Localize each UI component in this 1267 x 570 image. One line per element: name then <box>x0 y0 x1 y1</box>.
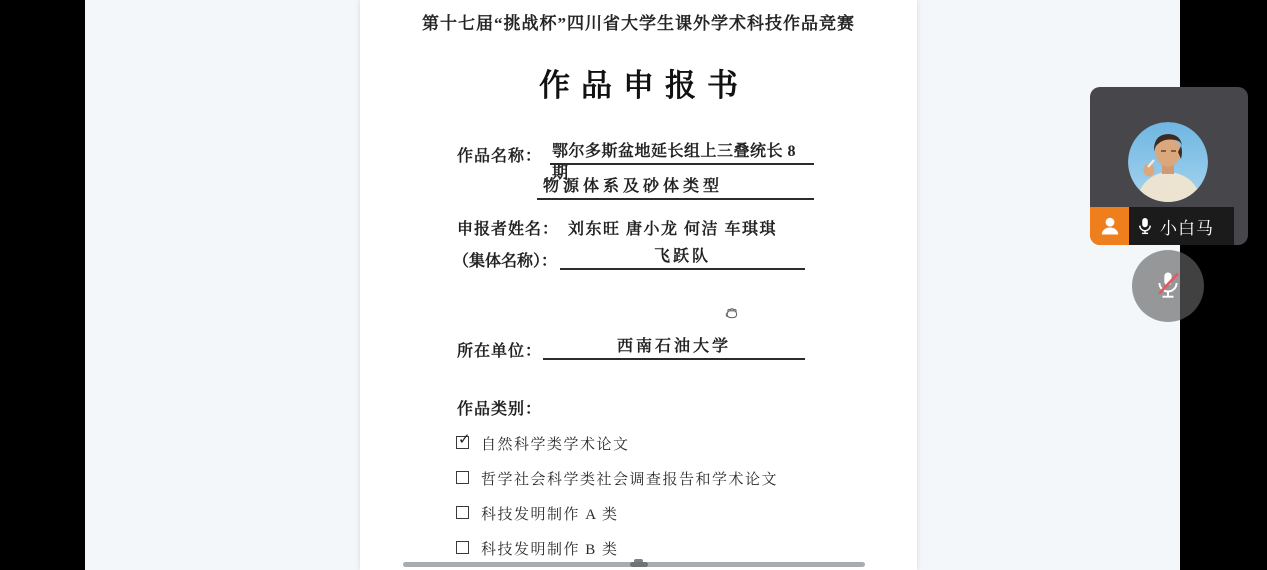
category-section-label: 作品类别： <box>457 401 543 418</box>
participant-video-tile[interactable] <box>1090 87 1248 245</box>
category-option-label: 科技发明制作 A 类 <box>481 507 619 523</box>
checkbox-unchecked-icon[interactable] <box>456 541 469 554</box>
microphone-muted-icon <box>1146 264 1190 308</box>
category-option-label: 自然科学类学术论文 <box>481 437 630 453</box>
tile-bottom-bar <box>1090 207 1234 245</box>
checkbox-checked-icon[interactable] <box>456 430 471 449</box>
microphone-icon <box>1137 216 1153 236</box>
document-title: 作品申报书 <box>539 68 749 103</box>
field-value-work-name-line2: 物源体系及砂体类型 <box>537 176 814 200</box>
document-header: 第十七届“挑战杯”四川省大学生课外学术科技作品竞赛 <box>422 14 855 33</box>
participant-avatar <box>1128 122 1208 202</box>
checkbox-unchecked-icon[interactable] <box>456 506 469 519</box>
scrollbar-thumb[interactable] <box>630 562 648 567</box>
member-badge <box>1090 207 1129 245</box>
field-value-work-name-line1: 鄂尔多斯盆地延长组上三叠统长 8 期 <box>550 141 814 165</box>
category-option-invention-b[interactable] <box>456 538 619 559</box>
participant-name: 小白马 <box>1160 218 1214 238</box>
field-value-applicants: 刘东旺 唐小龙 何洁 车琪琪 <box>568 221 778 238</box>
grab-cursor-icon <box>723 304 741 322</box>
document-page <box>360 0 917 570</box>
category-option-natural-science[interactable] <box>456 430 630 454</box>
category-option-invention-a[interactable] <box>456 503 619 524</box>
field-label-team-name: （集体名称）： <box>453 253 558 270</box>
field-label-applicants: 申报者姓名： <box>457 221 560 238</box>
field-value-team-name: 飞跃队 <box>560 246 805 270</box>
category-option-label: 科技发明制作 B 类 <box>481 542 619 558</box>
field-label-work-name: 作品名称： <box>457 148 543 165</box>
person-icon <box>1098 214 1122 238</box>
participant-name-chip <box>1129 207 1234 245</box>
field-label-organization: 所在单位： <box>457 343 543 360</box>
checkbox-unchecked-icon[interactable] <box>456 471 469 484</box>
horizontal-scrollbar[interactable] <box>403 562 865 567</box>
mic-muted-button[interactable] <box>1132 250 1204 322</box>
field-value-organization: 西南石油大学 <box>543 336 805 360</box>
category-option-label: 哲学社会科学类社会调查报告和学术论文 <box>481 472 779 488</box>
check-mark: ✓ <box>458 430 471 448</box>
category-option-philosophy-social[interactable] <box>456 468 778 489</box>
